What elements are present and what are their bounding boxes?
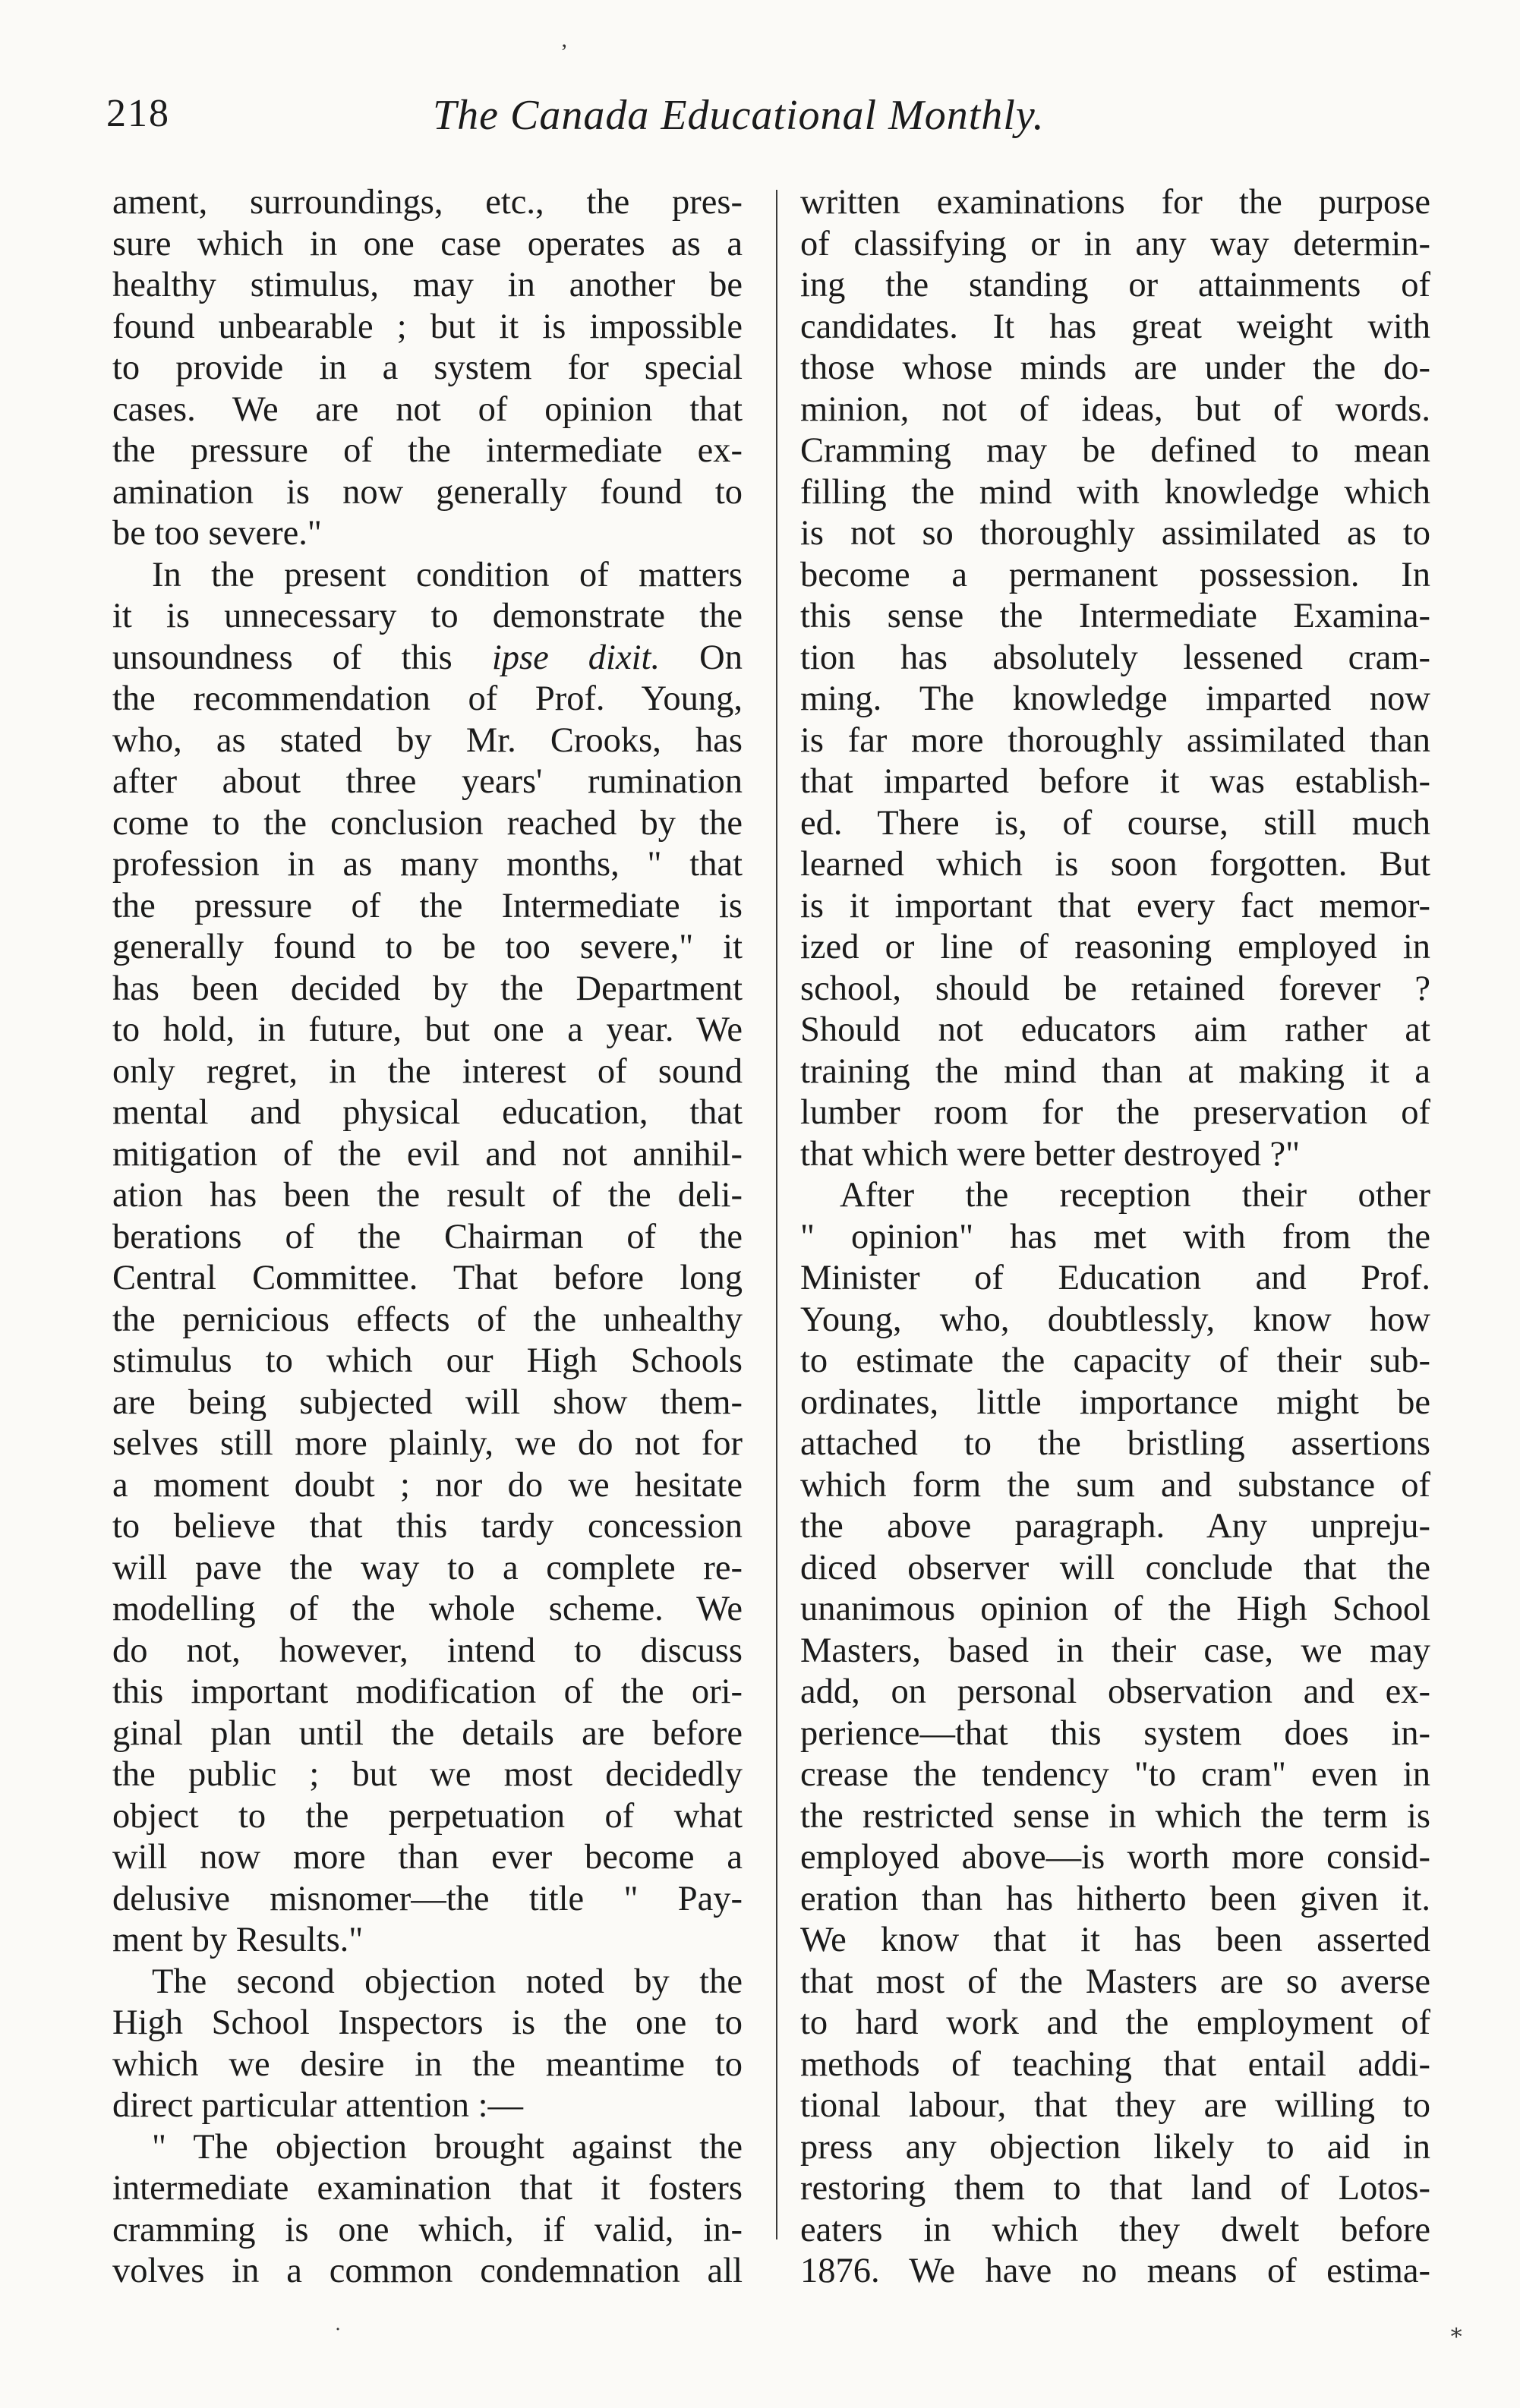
text-line: unanimous opinion of the High School: [800, 1590, 1430, 1628]
text-line: candidates. It has great weight with: [800, 307, 1430, 346]
page-number: 218: [106, 92, 170, 135]
column-divider: [776, 190, 777, 2239]
print-speck-icon: ˙: [334, 2323, 342, 2348]
text-line: Should not educators aim rather at: [800, 1010, 1430, 1049]
text-line: will pave the way to a complete re-: [112, 1548, 743, 1587]
text-line: Central Committee. That before long: [112, 1259, 743, 1297]
text-line: " opinion" has met with from the: [800, 1217, 1430, 1256]
text-line: this important modification of the ori-: [112, 1672, 743, 1711]
text-line: methods of teaching that entail addi-: [800, 2044, 1430, 2084]
text-line: add, on personal observation and ex-: [800, 1672, 1430, 1711]
text-line: a moment doubt ; nor do we hesitate: [112, 1465, 743, 1505]
text-line: employed above—is worth more consid-: [800, 1838, 1430, 1877]
text-line: 1876. We have no means of estima-: [800, 2252, 1430, 2290]
text-line: of classifying or in any way determin-: [800, 224, 1430, 263]
text-line: volves in a common condemnation all: [112, 2252, 743, 2290]
text-line: crease the tendency "to cram" even in: [800, 1755, 1430, 1794]
text-line: restoring them to that land of Lotos-: [800, 2169, 1430, 2208]
print-speck-icon: ∗: [1449, 2320, 1465, 2345]
text-line: object to the perpetuation of what: [112, 1796, 743, 1836]
text-line: tion has absolutely lessened cram-: [800, 638, 1430, 677]
text-line: come to the conclusion reached by the: [112, 803, 743, 843]
text-line: lumber room for the preservation of: [800, 1093, 1430, 1132]
text-line: the above paragraph. Any unpreju-: [800, 1507, 1430, 1546]
text-line: healthy stimulus, may in another be: [112, 266, 743, 304]
text-line: filling the mind with knowledge which: [800, 472, 1430, 512]
text-line: do not, however, intend to discuss: [112, 1631, 743, 1670]
text-line: High School Inspectors is the one to: [112, 2003, 743, 2042]
text-line: the restricted sense in which the term is: [800, 1796, 1430, 1836]
text-line: to hard work and the employment of: [800, 2003, 1430, 2042]
text-line: that which were better destroyed ?": [800, 1134, 1301, 1174]
right-column: [800, 182, 1430, 2293]
text-line: that most of the Masters are so averse: [800, 1962, 1430, 2001]
text-line: We know that it has been asserted: [800, 1921, 1430, 1959]
print-speck-icon: ’: [560, 39, 568, 65]
text-line: is not so thoroughly assimilated as to: [800, 514, 1430, 553]
text-line: ed. There is, of course, still much: [800, 803, 1430, 843]
text-fragment: On: [699, 638, 743, 677]
text-line: ordinates, little importance might be: [800, 1382, 1430, 1422]
text-line: ation has been the result of the deli-: [112, 1176, 743, 1215]
text-line: generally found to be too severe," it: [112, 928, 743, 966]
text-line: delusive misnomer—the title " Pay-: [112, 1879, 743, 1918]
text-line: written examinations for the purpose: [800, 183, 1430, 222]
text-line: are being subjected will show them-: [112, 1382, 743, 1422]
italic-phrase: ipse dixit.: [491, 638, 661, 677]
text-line: it is unnecessary to demonstrate the: [112, 597, 743, 635]
text-line: the recommendation of Prof. Young,: [112, 679, 743, 718]
text-line: has been decided by the Department: [112, 969, 743, 1008]
text-line: that imparted before it was establish-: [800, 762, 1430, 801]
text-line: " The objection brought against the: [152, 2127, 743, 2167]
text-line: The second objection noted by the: [152, 1962, 743, 2001]
text-line: berations of the Chairman of the: [112, 1217, 743, 1256]
text-line: cramming is one which, if valid, in-: [112, 2210, 743, 2249]
text-line: direct particular attention :—: [112, 2086, 523, 2125]
text-line: ized or line of reasoning employed in: [800, 928, 1430, 966]
text-line: attached to the bristling assertions: [800, 1424, 1430, 1463]
text-line: only regret, in the interest of sound: [112, 1051, 743, 1091]
text-line: ginal plan until the details are before: [112, 1713, 743, 1753]
running-title: The Canada Educational Monthly.: [433, 92, 1045, 139]
text-line: Cramming may be defined to mean: [800, 431, 1430, 470]
text-line: to estimate the capacity of their sub-: [800, 1341, 1430, 1380]
text-line: is it important that every fact memor-: [800, 886, 1430, 925]
text-line: learned which is soon forgotten. But: [800, 845, 1430, 884]
text-line: after about three years' rumination: [112, 762, 743, 801]
text-line: school, should be retained forever ?: [800, 969, 1430, 1008]
text-line: press any objection likely to aid in: [800, 2127, 1430, 2167]
text-line: ing the standing or attainments of: [800, 266, 1430, 304]
text-line: profession in as many months, " that: [112, 845, 743, 884]
text-line: eration than has hitherto been given it.: [800, 1879, 1430, 1918]
text-line: In the present condition of matters: [152, 555, 743, 594]
text-line: mitigation of the evil and not annihil-: [112, 1134, 743, 1174]
text-line: selves still more plainly, we do not for: [112, 1424, 743, 1463]
text-line: sure which in one case operates as a: [112, 224, 743, 263]
text-line: the pressure of the Intermediate is: [112, 886, 743, 925]
text-line: Masters, based in their case, we may: [800, 1631, 1430, 1670]
text-line: be too severe.": [112, 514, 322, 553]
text-line: ment by Results.": [112, 1921, 364, 1959]
text-line: perience—that this system does in-: [800, 1713, 1430, 1753]
text-line: is far more thoroughly assimilated than: [800, 720, 1430, 760]
text-line: the public ; but we most decidedly: [112, 1755, 743, 1794]
text-line: amination is now generally found to: [112, 472, 743, 512]
text-line: stimulus to which our High Schools: [112, 1341, 743, 1380]
text-line: to believe that this tardy concession: [112, 1507, 743, 1546]
text-line: After the reception their other: [840, 1176, 1430, 1215]
text-line: this sense the Intermediate Examina-: [800, 597, 1430, 635]
text-line: cases. We are not of opinion that: [112, 389, 743, 429]
text-line: mental and physical education, that: [112, 1093, 743, 1132]
text-line: intermediate examination that it fosters: [112, 2169, 743, 2208]
page-header: [106, 91, 1420, 159]
text-line: training the mind than at making it a: [800, 1051, 1430, 1091]
text-line: diced observer will conclude that the: [800, 1548, 1430, 1587]
text-line: tional labour, that they are willing to: [800, 2086, 1430, 2125]
text-line: will now more than ever become a: [112, 1838, 743, 1877]
text-line: ming. The knowledge imparted now: [800, 679, 1430, 718]
text-line: to provide in a system for special: [112, 348, 743, 387]
text-line: ament, surroundings, etc., the pres-: [112, 183, 743, 222]
text-line: those whose minds are under the do-: [800, 348, 1430, 387]
text-line-with-italic: [112, 638, 743, 679]
text-line: Minister of Education and Prof.: [800, 1259, 1430, 1297]
text-line: eaters in which they dwelt before: [800, 2210, 1430, 2249]
text-line: which we desire in the meantime to: [112, 2044, 743, 2084]
text-line: to hold, in future, but one a year. We: [112, 1010, 743, 1049]
text-line: found unbearable ; but it is impossible: [112, 307, 743, 346]
text-fragment: unsoundness of this: [112, 638, 453, 677]
left-column: [112, 182, 743, 2293]
text-line: modelling of the whole scheme. We: [112, 1590, 743, 1628]
text-line: become a permanent possession. In: [800, 555, 1430, 594]
text-line: the pernicious effects of the unhealthy: [112, 1300, 743, 1339]
text-line: minion, not of ideas, but of words.: [800, 389, 1430, 429]
text-line: who, as stated by Mr. Crooks, has: [112, 720, 743, 760]
text-line: Young, who, doubtlessly, know how: [800, 1300, 1430, 1339]
text-line: the pressure of the intermediate ex-: [112, 431, 743, 470]
text-line: which form the sum and substance of: [800, 1465, 1430, 1505]
